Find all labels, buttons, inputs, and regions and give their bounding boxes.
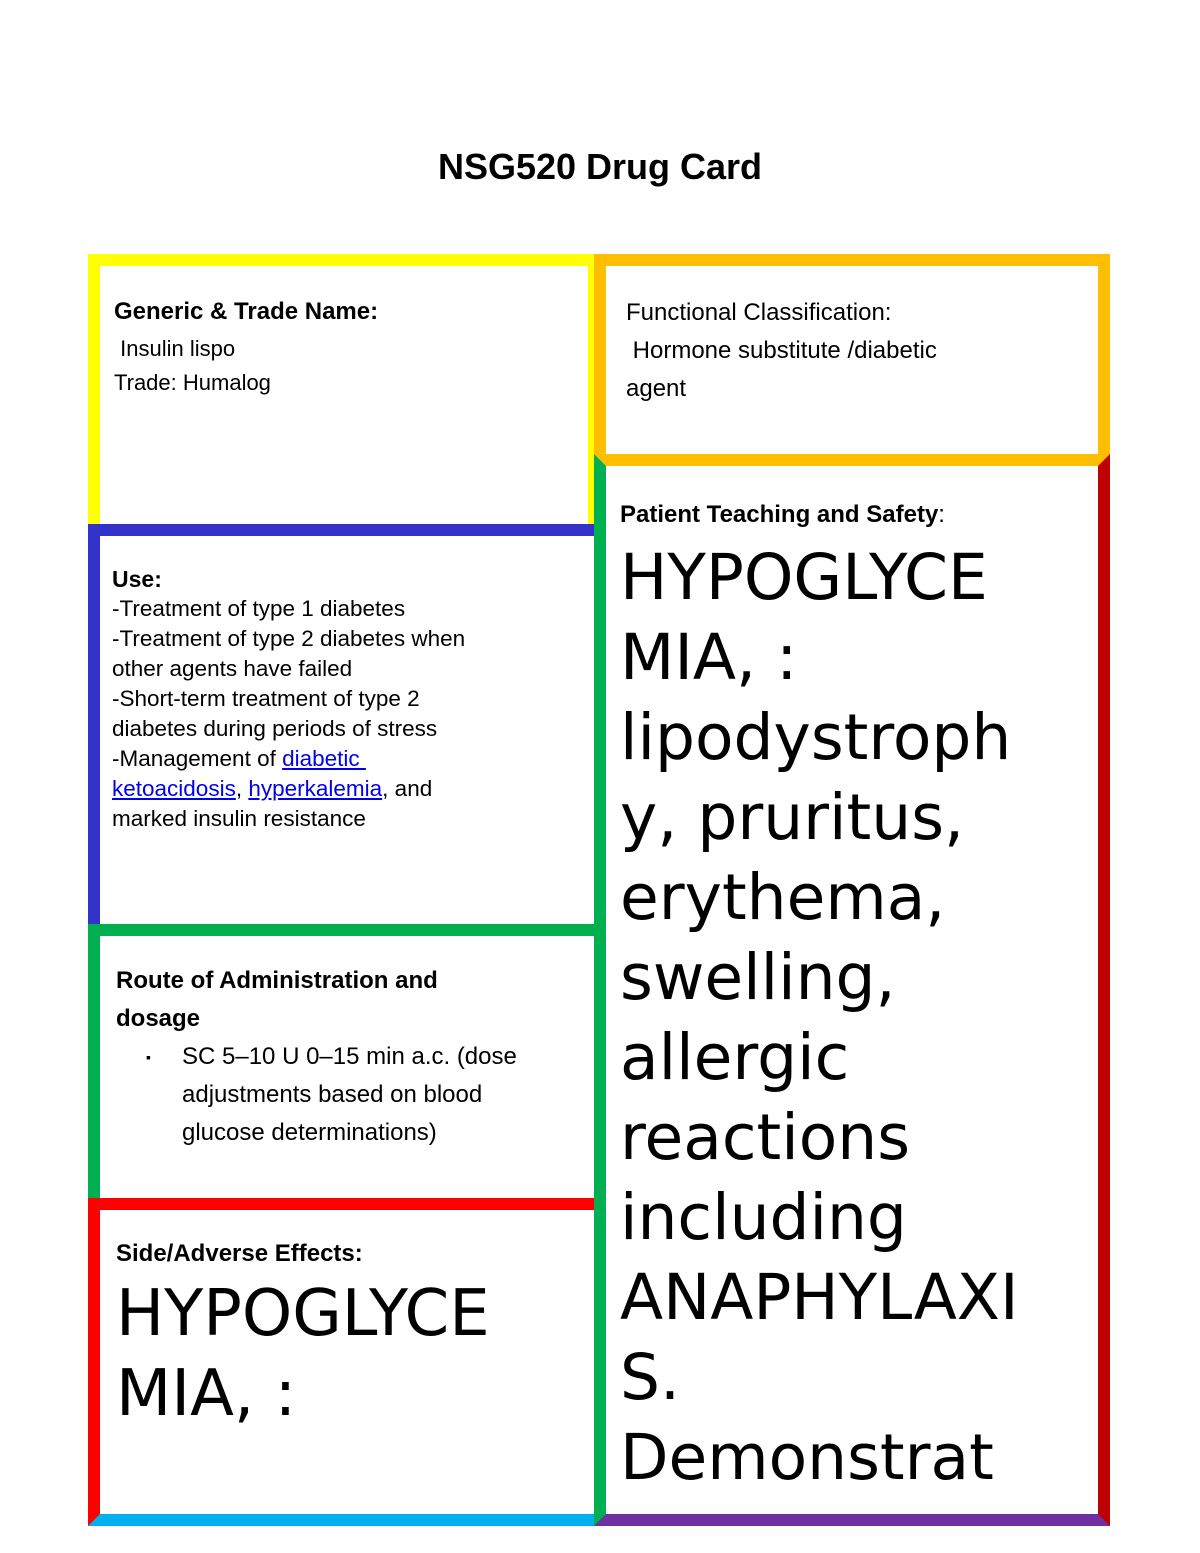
diabetic-link[interactable]: diabetic: [282, 746, 366, 771]
generic-trade-box: [88, 254, 600, 530]
patient-teaching-heading-text: Patient Teaching and Safety: [620, 501, 939, 528]
use-management-line: [112, 744, 590, 774]
side-effects-text: HYPOGLYCE: [116, 1277, 490, 1351]
dosage-line: glucose determinations): [182, 1119, 437, 1146]
functional-line-2: agent: [626, 375, 687, 402]
comma-separator: ,: [235, 776, 249, 801]
patient-teaching-text: Demonstrat: [620, 1421, 994, 1494]
patient-teaching-heading-colon: :: [938, 501, 945, 528]
generic-trade-heading: Generic & Trade Name:: [114, 298, 379, 325]
use-box: [88, 524, 600, 932]
patient-teaching-text: erythema,: [620, 861, 946, 934]
use-heading: Use:: [112, 566, 162, 592]
and-text: , and: [382, 776, 433, 801]
bullet-square-icon: ▪: [146, 1049, 151, 1065]
side-effects-text: MIA, :: [116, 1357, 297, 1431]
route-box: [88, 924, 600, 1210]
route-heading-2: dosage: [116, 1005, 201, 1032]
side-effects-heading: Side/Adverse Effects:: [116, 1240, 363, 1267]
dosage-line: SC 5–10 U 0–15 min a.c. (dose: [182, 1043, 517, 1070]
patient-teaching-text: ANAPHYLAXI: [620, 1261, 1019, 1334]
patient-teaching-text: y, pruritus,: [620, 781, 965, 854]
use-line: other agents have failed: [112, 656, 353, 681]
use-line: -Treatment of type 1 diabetes: [112, 596, 406, 621]
management-prefix: -Management of: [112, 746, 283, 771]
functional-heading: Functional Classification:: [626, 299, 892, 326]
patient-teaching-text: reactions: [620, 1101, 911, 1174]
ketoacidosis-link[interactable]: ketoacidosis: [112, 776, 236, 801]
patient-teaching-text: lipodystroph: [620, 701, 1012, 774]
page-title: NSG520 Drug Card: [437, 146, 763, 187]
patient-teaching-text: including: [620, 1181, 907, 1254]
patient-teaching-text: allergic: [620, 1021, 850, 1094]
patient-teaching-heading: [620, 492, 1098, 538]
patient-teaching-text: HYPOGLYCE: [620, 541, 988, 614]
functional-line-1: Hormone substitute /diabetic: [626, 337, 937, 364]
use-links-line: [112, 774, 590, 804]
hyperkalemia-link[interactable]: hyperkalemia: [248, 776, 383, 801]
patient-teaching-text: swelling,: [620, 941, 896, 1014]
patient-teaching-text: S.: [620, 1341, 681, 1414]
use-line: diabetes during periods of stress: [112, 716, 438, 741]
use-line: marked insulin resistance: [112, 806, 366, 831]
generic-name: Insulin lispo: [114, 336, 236, 361]
patient-teaching-box: [594, 454, 1110, 1526]
trade-name: Trade: Humalog: [114, 370, 271, 395]
route-heading: Route of Administration and: [116, 967, 438, 994]
patient-teaching-text: MIA, :: [620, 621, 798, 694]
side-effects-box: [88, 1198, 600, 1526]
use-line: -Short-term treatment of type 2: [112, 686, 420, 711]
use-line: -Treatment of type 2 diabetes when: [112, 626, 466, 651]
dosage-line: adjustments based on blood: [182, 1081, 483, 1108]
dosage-bullet: [116, 1038, 590, 1152]
functional-classification-box: [594, 254, 1110, 466]
